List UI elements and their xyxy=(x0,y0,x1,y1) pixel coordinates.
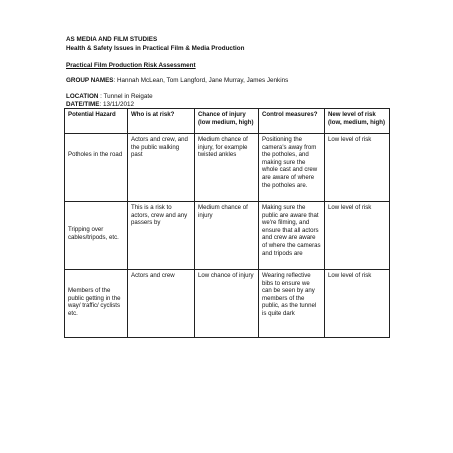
new-risk-cell: Low level of risk xyxy=(325,202,390,270)
control-cell: Positioning the camera's away from the potholes, and making sure the whole cast and crew are aware of where the potholes are. xyxy=(259,134,325,202)
column-header-chance: Chance of injury (low medium, high) xyxy=(195,109,259,134)
table-row xyxy=(65,134,390,202)
date-time-value: : 13/11/2012 xyxy=(99,101,135,108)
location-label: LOCATION xyxy=(66,92,99,100)
new-risk-cell: Low level of risk xyxy=(325,134,390,202)
document-header xyxy=(66,36,396,110)
group-names-label: GROUP NAMES xyxy=(66,77,114,84)
location xyxy=(66,93,396,102)
hazard-text: Potholes in the road xyxy=(68,151,123,158)
column-header-hazard: Potential Hazard xyxy=(65,109,128,134)
chance-cell: Medium chance of injury xyxy=(195,202,259,270)
risk-assessment-table xyxy=(64,108,390,338)
new-risk-cell: Low level of risk xyxy=(325,270,390,338)
table-header-row xyxy=(65,109,390,134)
document-subtitle: Health & Safety Issues in Practical Film & Media Production xyxy=(66,44,245,52)
hazard-text: Tripping over cables/tripods, etc. xyxy=(68,226,119,241)
who-cell: Actors and crew xyxy=(128,270,195,338)
who-cell: Actors and crew, and the public walking past xyxy=(128,134,195,202)
hazard-cell xyxy=(65,270,128,338)
group-names xyxy=(66,77,396,86)
location-value: : Tunnel in Reigate xyxy=(98,92,153,100)
table-row xyxy=(65,202,390,270)
column-header-control: Control measures? xyxy=(259,109,325,134)
assessment-title: Practical Film Production Risk Assessment xyxy=(66,61,196,69)
who-cell: This is a risk to actors, crew and any passers by xyxy=(128,202,195,270)
control-cell: Making sure the public are aware that we're filming, and ensure that all actors and crew are aware of where the cameras and tripods are xyxy=(259,202,325,270)
hazard-text: Members of the public getting in the way/ traffic/ cyclists etc. xyxy=(68,287,121,317)
control-cell: Wearing reflective bibs to ensure we can be seen by any members of the public, as the tunnel is quite dark xyxy=(259,270,325,338)
group-names-value: : Hannah McLean, Tom Langford, Jane Murray, James Jenkins xyxy=(113,77,289,84)
date-time-label: DATE/TIME xyxy=(66,101,100,108)
hazard-cell xyxy=(65,202,128,270)
course-title: AS MEDIA AND FILM STUDIES xyxy=(66,36,158,43)
column-header-who: Who is at risk? xyxy=(128,109,195,134)
chance-cell: Low chance of injury xyxy=(195,270,259,338)
chance-cell: Medium chance of injury, for example twisted ankles xyxy=(195,134,259,202)
hazard-cell xyxy=(65,134,128,202)
column-header-new-risk: New level of risk (low, medium, high) xyxy=(325,109,390,134)
table-row xyxy=(65,270,390,338)
